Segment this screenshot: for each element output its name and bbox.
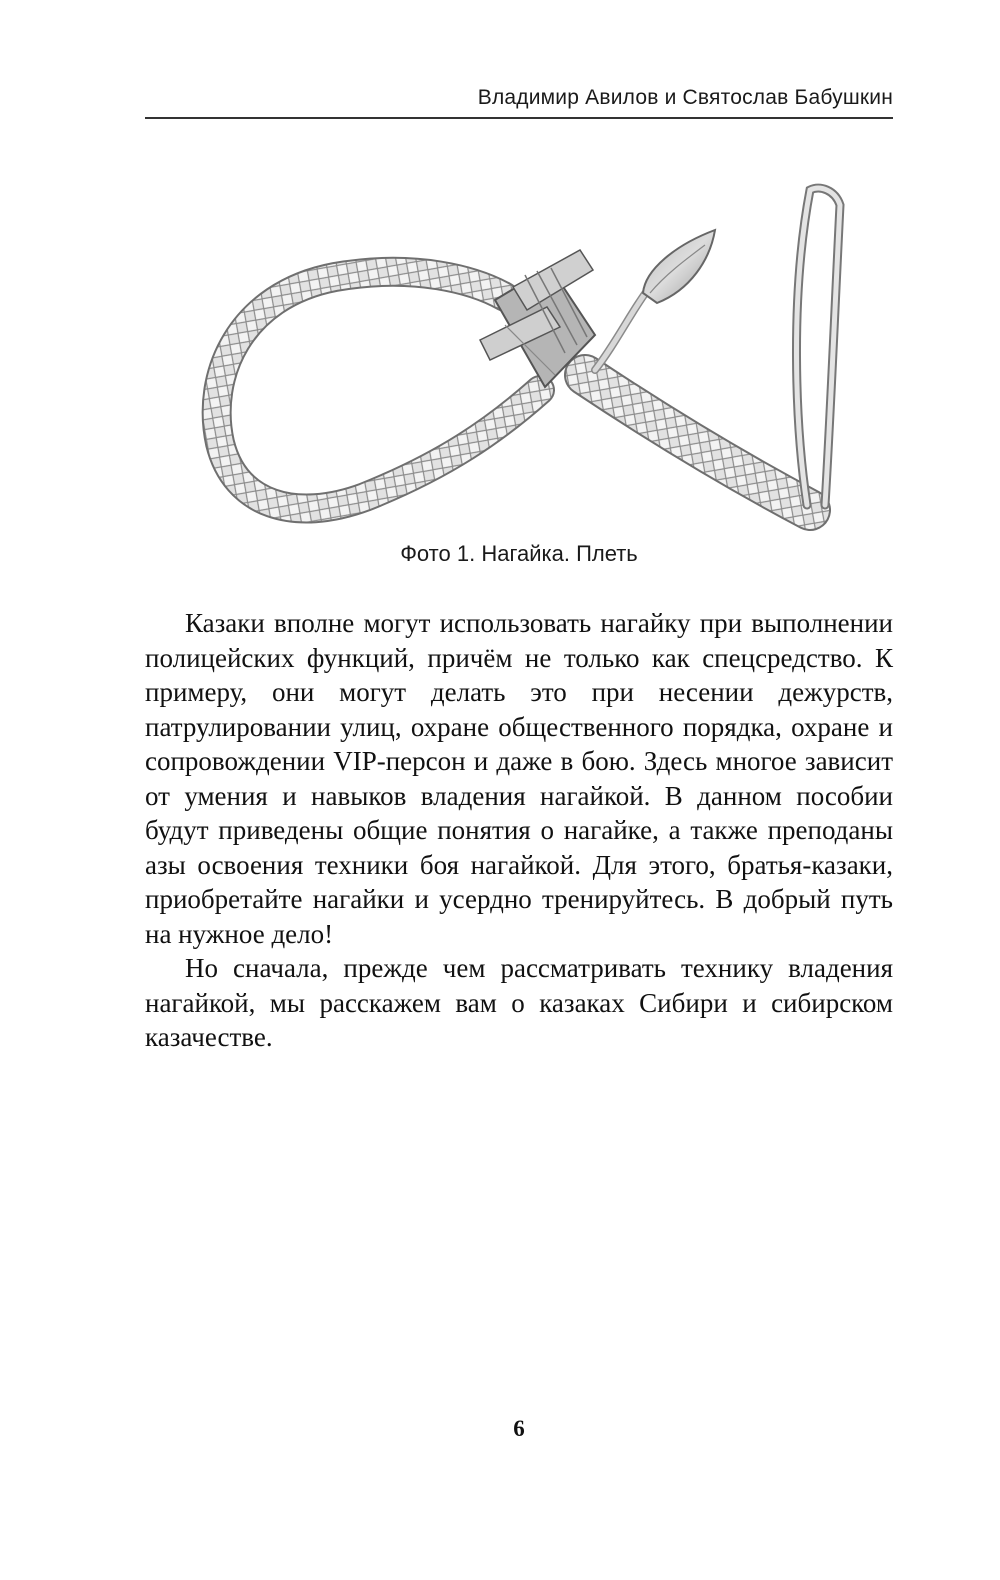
header-rule [145,117,893,119]
body-text [145,606,893,1055]
wrist-strap [796,188,840,505]
nagaika-whip-illustration [195,175,845,540]
braided-lash [217,272,540,509]
page-number: 6 [513,1416,525,1441]
figure [195,175,845,540]
running-header: Владимир Авилов и Святослав Бабушкин [477,86,893,109]
braided-handle [585,375,810,510]
leather-tip [643,230,715,303]
figure-caption: Фото 1. Нагайка. Плеть [400,541,638,566]
paragraph: Но сначала, прежде чем рассматривать технику владения нагайкой, мы расскажем вам о казаках Сибири и сибирском казачестве. [145,953,893,1052]
paragraph: Казаки вполне могут использовать нагайку при выполнении полицейских функций, причём не только как спецсредство. К примеру, они могут делать это при несении дежурств, патрулировании улиц, охране общественного порядка, охране и сопровождении VIP-персон и даже в бою. Здесь многое зависит от умения и навыков владения нагайкой. В данном пособии будут приведены общие понятия о нагайке, а также преподаны азы освоения техники боя нагайкой. Для этого, братья-казаки, приобретайте нагайки и усердно тренируйтесь. В добрый путь на нужное дело! [145,608,893,949]
